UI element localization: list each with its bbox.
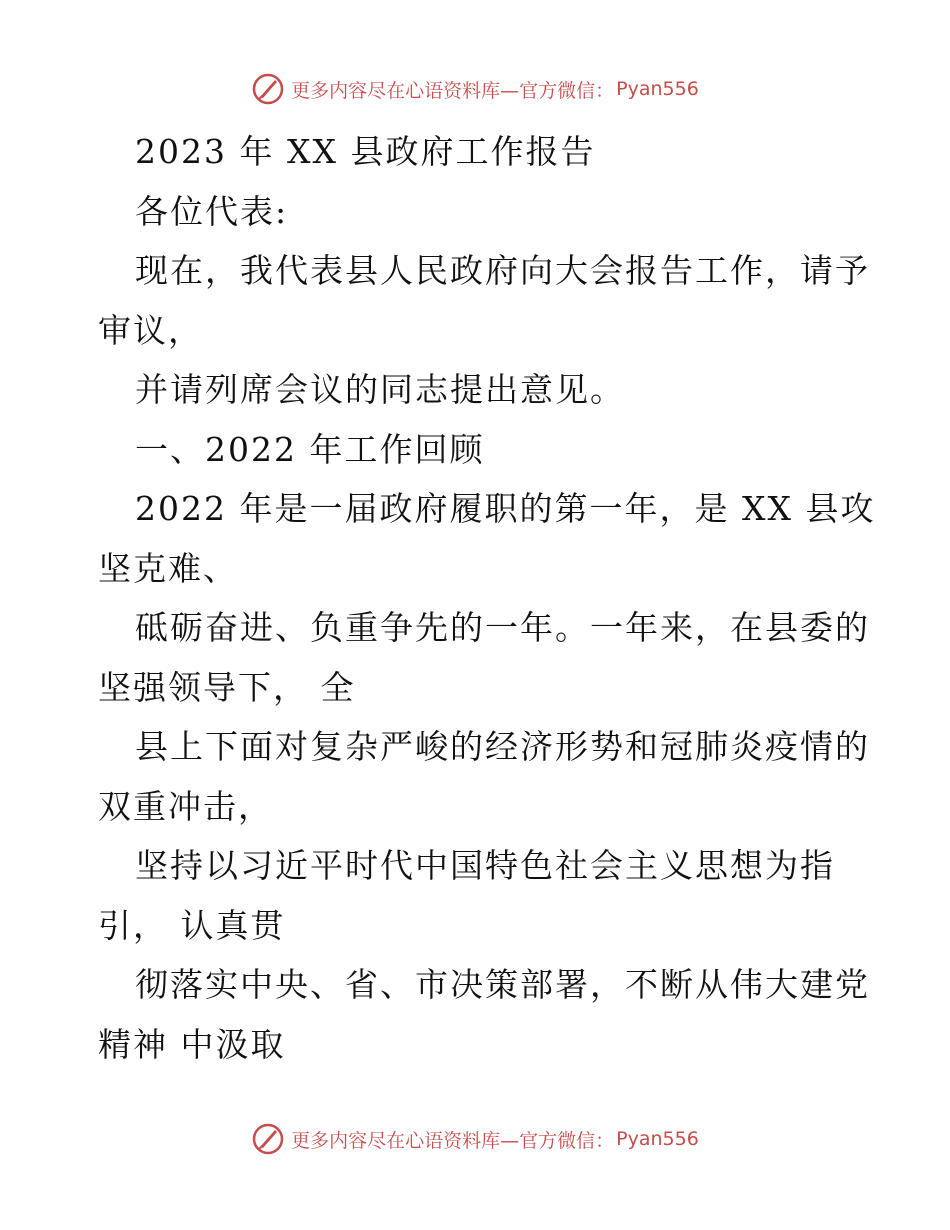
watermark-wechat-id: Pyan556 xyxy=(616,1128,699,1150)
quill-logo-icon xyxy=(251,1122,285,1156)
doc-line: 坚克难、 xyxy=(98,548,238,588)
watermark-text: 更多内容尽在心语资料库—官方微信： xyxy=(291,1129,615,1152)
doc-line: 各位代表: xyxy=(135,191,289,231)
doc-line: 2022 年是一届政府履职的第一年，是 XX 县攻 xyxy=(135,489,876,528)
doc-line: 审议， xyxy=(98,310,203,350)
doc-line: 坚持以习近平时代中国特色社会主义思想为指 xyxy=(135,846,835,885)
doc-line: 县上下面对复杂严峻的经济形势和冠肺炎疫情的 xyxy=(135,727,870,766)
doc-line: 坚强领导下， 全 xyxy=(98,667,356,707)
doc-line: 引， 认真贯 xyxy=(98,905,286,945)
doc-line: 彻落实中央、省、市决策部署，不断从伟大建党 xyxy=(135,965,870,1004)
quill-logo-icon xyxy=(251,72,285,106)
doc-line: 现在，我代表县人民政府向大会报告工作，请予 xyxy=(135,251,870,290)
doc-line: 双重冲击， xyxy=(98,786,273,826)
watermark-wechat-id: Pyan556 xyxy=(616,78,699,100)
watermark-text: 更多内容尽在心语资料库—官方微信： xyxy=(291,79,615,102)
doc-line: 砥砺奋进、负重争先的一年。一年来，在县委的 xyxy=(135,608,870,647)
doc-line: 并请列席会议的同志提出意见。 xyxy=(135,370,625,409)
doc-title: 2023 年 XX 县政府工作报告 xyxy=(135,132,596,171)
footer-watermark xyxy=(0,1122,950,1156)
header-watermark xyxy=(0,72,950,106)
doc-line: 精神 中汲取 xyxy=(98,1024,286,1064)
section-heading: 一、2022 年工作回顾 xyxy=(135,429,485,469)
document-body xyxy=(98,122,876,1074)
